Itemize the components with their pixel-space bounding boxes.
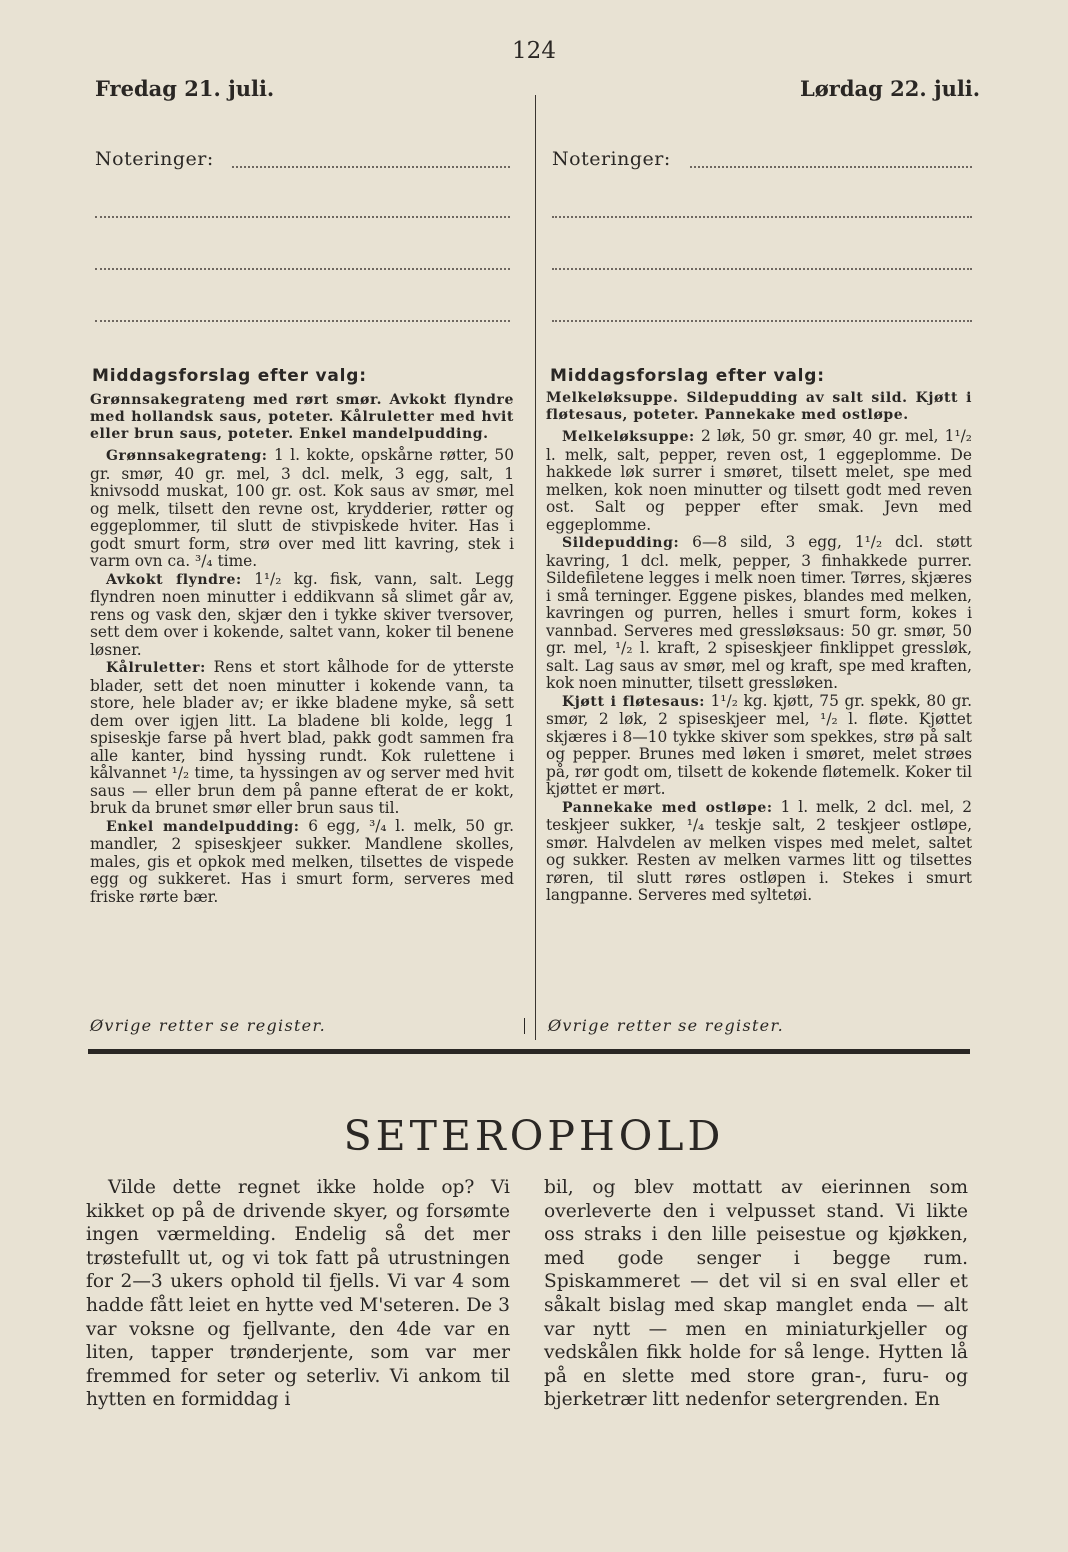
- left-notes-line-3[interactable]: [95, 268, 510, 270]
- left-notes-label: Noteringer:: [95, 148, 214, 170]
- left-recipe-4-text: 6 egg, ³/₄ l. melk, 50 gr. mandler, 2 spiseskjeer sukker. Mandlene skolles, males, gis et opkok med melken, tilsettes de vispede egg og sukkeret. Has i smurt form, serveres med friske rørte bær.: [90, 816, 514, 906]
- right-day-heading: Lørdag 22. juli.: [800, 76, 981, 101]
- right-menu-heading: Middagsforslag efter valg:: [550, 366, 825, 386]
- section-divider: [88, 1049, 970, 1054]
- right-recipe-4-text: 1 l. melk, 2 dcl. mel, 2 teskjeer sukker, ¹/₄ teskje salt, 2 teskjeer ostløpe, smør. Halvdelen av melken vispes med melet, saltet og sukker. Resten av melken varmes litt og tilsettes røren, til slutt røres ostløpen i. Stekes i smurt langpanne. Serveres med syltetøi.: [546, 797, 972, 904]
- left-recipe-4: [90, 818, 514, 907]
- right-recipe-4: [546, 799, 972, 905]
- left-notes-line-2[interactable]: [95, 216, 510, 218]
- right-notes-label: Noteringer:: [552, 148, 671, 170]
- left-recipe-4-title: Enkel mandelpudding:: [106, 818, 300, 835]
- right-menu-intro: Melkeløksuppe. Sildepudding av salt sild. Kjøtt i fløtesaus, poteter. Pannekake med ostløpe.: [546, 390, 972, 423]
- left-recipe-2-text: 1¹/₂ kg. fisk, vann, salt. Legg flyndren noen minutter i eddikvann så slimet går av, rens og vask den, skjær den i tykke skiver tversover, sett dem over i kokende, saltet vann, koker til benene løsner.: [90, 569, 514, 659]
- right-recipe-1-text: 2 løk, 50 gr. smør, 40 gr. mel, 1¹/₂ l. melk, salt, pepper, reven ost, 1 eggeplomme. De hakkede løk surrer i smøret, tilsett melet, spe med melken, kok noen minutter og tilsett godt med reven ost. Salt og pepper efter smak. Jevn med eggeplomme.: [546, 427, 972, 534]
- story-left-text: Vilde dette regnet ikke holde op? Vi kikket op på de drivende skyer, og forsømte ingen værmelding. Endelig så det mer trøstefullt ut, og vi tok fatt på utrustningen for 2—3 ukers ophold til fjells. Vi var 4 som hadde fått leiet en hytte ved M'seteren. De 3 var voksne og fjellvante, den 4de var en liten, tapper trønderjente, som var mer fremmed for seter og seterliv. Vi ankom til hytten en formiddag i: [86, 1177, 510, 1411]
- right-recipe-2: [546, 534, 972, 693]
- left-notes-line-4[interactable]: [95, 320, 510, 322]
- right-recipe-1: [546, 428, 972, 534]
- left-recipe-1-title: Grønnsakegrateng:: [106, 448, 268, 464]
- left-register-note: Øvrige retter se register.: [90, 1016, 327, 1035]
- right-recipe-4-title: Pannekake med ostløpe:: [562, 799, 773, 816]
- section-title: SETEROPHOLD: [343, 1112, 725, 1160]
- right-register-note: Øvrige retter se register.: [548, 1016, 785, 1035]
- right-recipe-2-text: 6—8 sild, 3 egg, 1¹/₂ dcl. støtt kavring, 1 dcl. melk, pepper, 3 finhakkede purrer. Sildefiletene legges i melk noen timer. Tørres, skjæres i små terninger. Eggene piskes, blandes med melken, kavringen og purren, helles i smurt form, kokes i vannbad. Serveres med gressløksaus:: [546, 533, 972, 640]
- left-recipe-1: [90, 447, 514, 571]
- right-recipe-3: [546, 693, 972, 799]
- right-notes-line-4[interactable]: [552, 320, 972, 322]
- left-recipe-3: [90, 659, 514, 818]
- right-notes-line-3[interactable]: [552, 268, 972, 270]
- left-recipe-3-text: Rens et stort kålhode for de ytterste blader, sett det noen minutter i kokende vann, ta store, hele blader av; er ikke bladene myke, så sett dem over igjen litt. La bladene bli kolde, legg 1 spiseskje farse på hvert blad, pakk godt sammen fra alle kanter, bind hyssing rundt. Kok rulettene i kålvannet ¹/₂ time, ta hyssingen av og server med hvit saus — eller brun dem på panne efterat de er kokt, bruk da brunet smør eller brun saus til.: [90, 658, 514, 817]
- footer-tick: [524, 1018, 525, 1034]
- right-recipe-3-text: 1¹/₂ kg. kjøtt, 75 gr. spekk, 80 gr. smør, 2 løk, 2 spiseskjeer mel, ¹/₂ l. fløte. Kjøttet skjæres i 8—10 tykke skiver som spekkes, strø på salt og pepper. Brunes med løken i smøret, melet strøes på, rør godt om, tilsett de kokende fløtemelk. Koker til kjøttet er mørt.: [546, 691, 972, 798]
- left-recipe-3-title: Kålruletter:: [106, 660, 206, 676]
- right-recipe-2-sauce: 50 gr. smør, 50 gr. mel, ¹/₂ l. kraft, 2 spiseskjeer finklippet gressløk, salt. Lag saus av smør, mel og kraft, spe med kraften, kok noen minutter, tilsett gressløken.: [546, 621, 972, 692]
- left-notes-line-1[interactable]: [232, 166, 510, 168]
- column-divider: [535, 95, 536, 1040]
- right-recipe-2-title: Sildepudding:: [562, 535, 680, 551]
- story-right-column: [544, 1176, 968, 1412]
- right-menu-column: [546, 390, 972, 905]
- right-recipe-1-title: Melkeløksuppe:: [562, 429, 695, 445]
- left-recipe-2: [90, 571, 514, 660]
- story-left-column: [86, 1176, 510, 1412]
- right-recipe-3-title: Kjøtt i fløtesaus:: [562, 693, 705, 710]
- right-notes-line-2[interactable]: [552, 216, 972, 218]
- page-number: 124: [512, 38, 556, 64]
- right-notes-line-1[interactable]: [690, 166, 972, 168]
- left-menu-column: [90, 392, 514, 906]
- left-menu-intro: Grønnsakegrateng med rørt smør. Avkokt flyndre med hollandsk saus, poteter. Kålruletter med hvit eller brun saus, poteter. Enkel mandelpudding.: [90, 392, 514, 442]
- left-day-heading: Fredag 21. juli.: [95, 76, 275, 101]
- story-right-text: bil, og blev mottatt av eierinnen som overleverte den i velpusset stand. Vi likte oss straks i den lille peisestue og kjøkken, med gode senger i begge rum. Spiskammeret — det vil si en sval eller et såkalt bislag med skap manglet enda — alt var nytt — men en miniaturkjeller og vedskålen fikk holde for så lenge. Hytten lå på en slette med store gran-, furu- og bjerketrær litt nedenfor setergrenden. En: [544, 1177, 968, 1411]
- left-menu-heading: Middagsforslag efter valg:: [92, 366, 367, 386]
- left-recipe-2-title: Avkokt flyndre:: [106, 571, 242, 588]
- left-recipe-1-text: 1 l. kokte, opskårne røtter, 50 gr. smør, 40 gr. mel, 3 dcl. melk, 3 egg, salt, 1 knivsodd muskat, 100 gr. ost. Kok saus av smør, mel og melk, tilsett den revne ost, krydderier, røtter og eggeplommer, til slutt de stivpiskede hviter. Has i godt smurt form, strø over med litt kavring, stek i varm ovn ca. ³/₄ time.: [90, 446, 514, 570]
